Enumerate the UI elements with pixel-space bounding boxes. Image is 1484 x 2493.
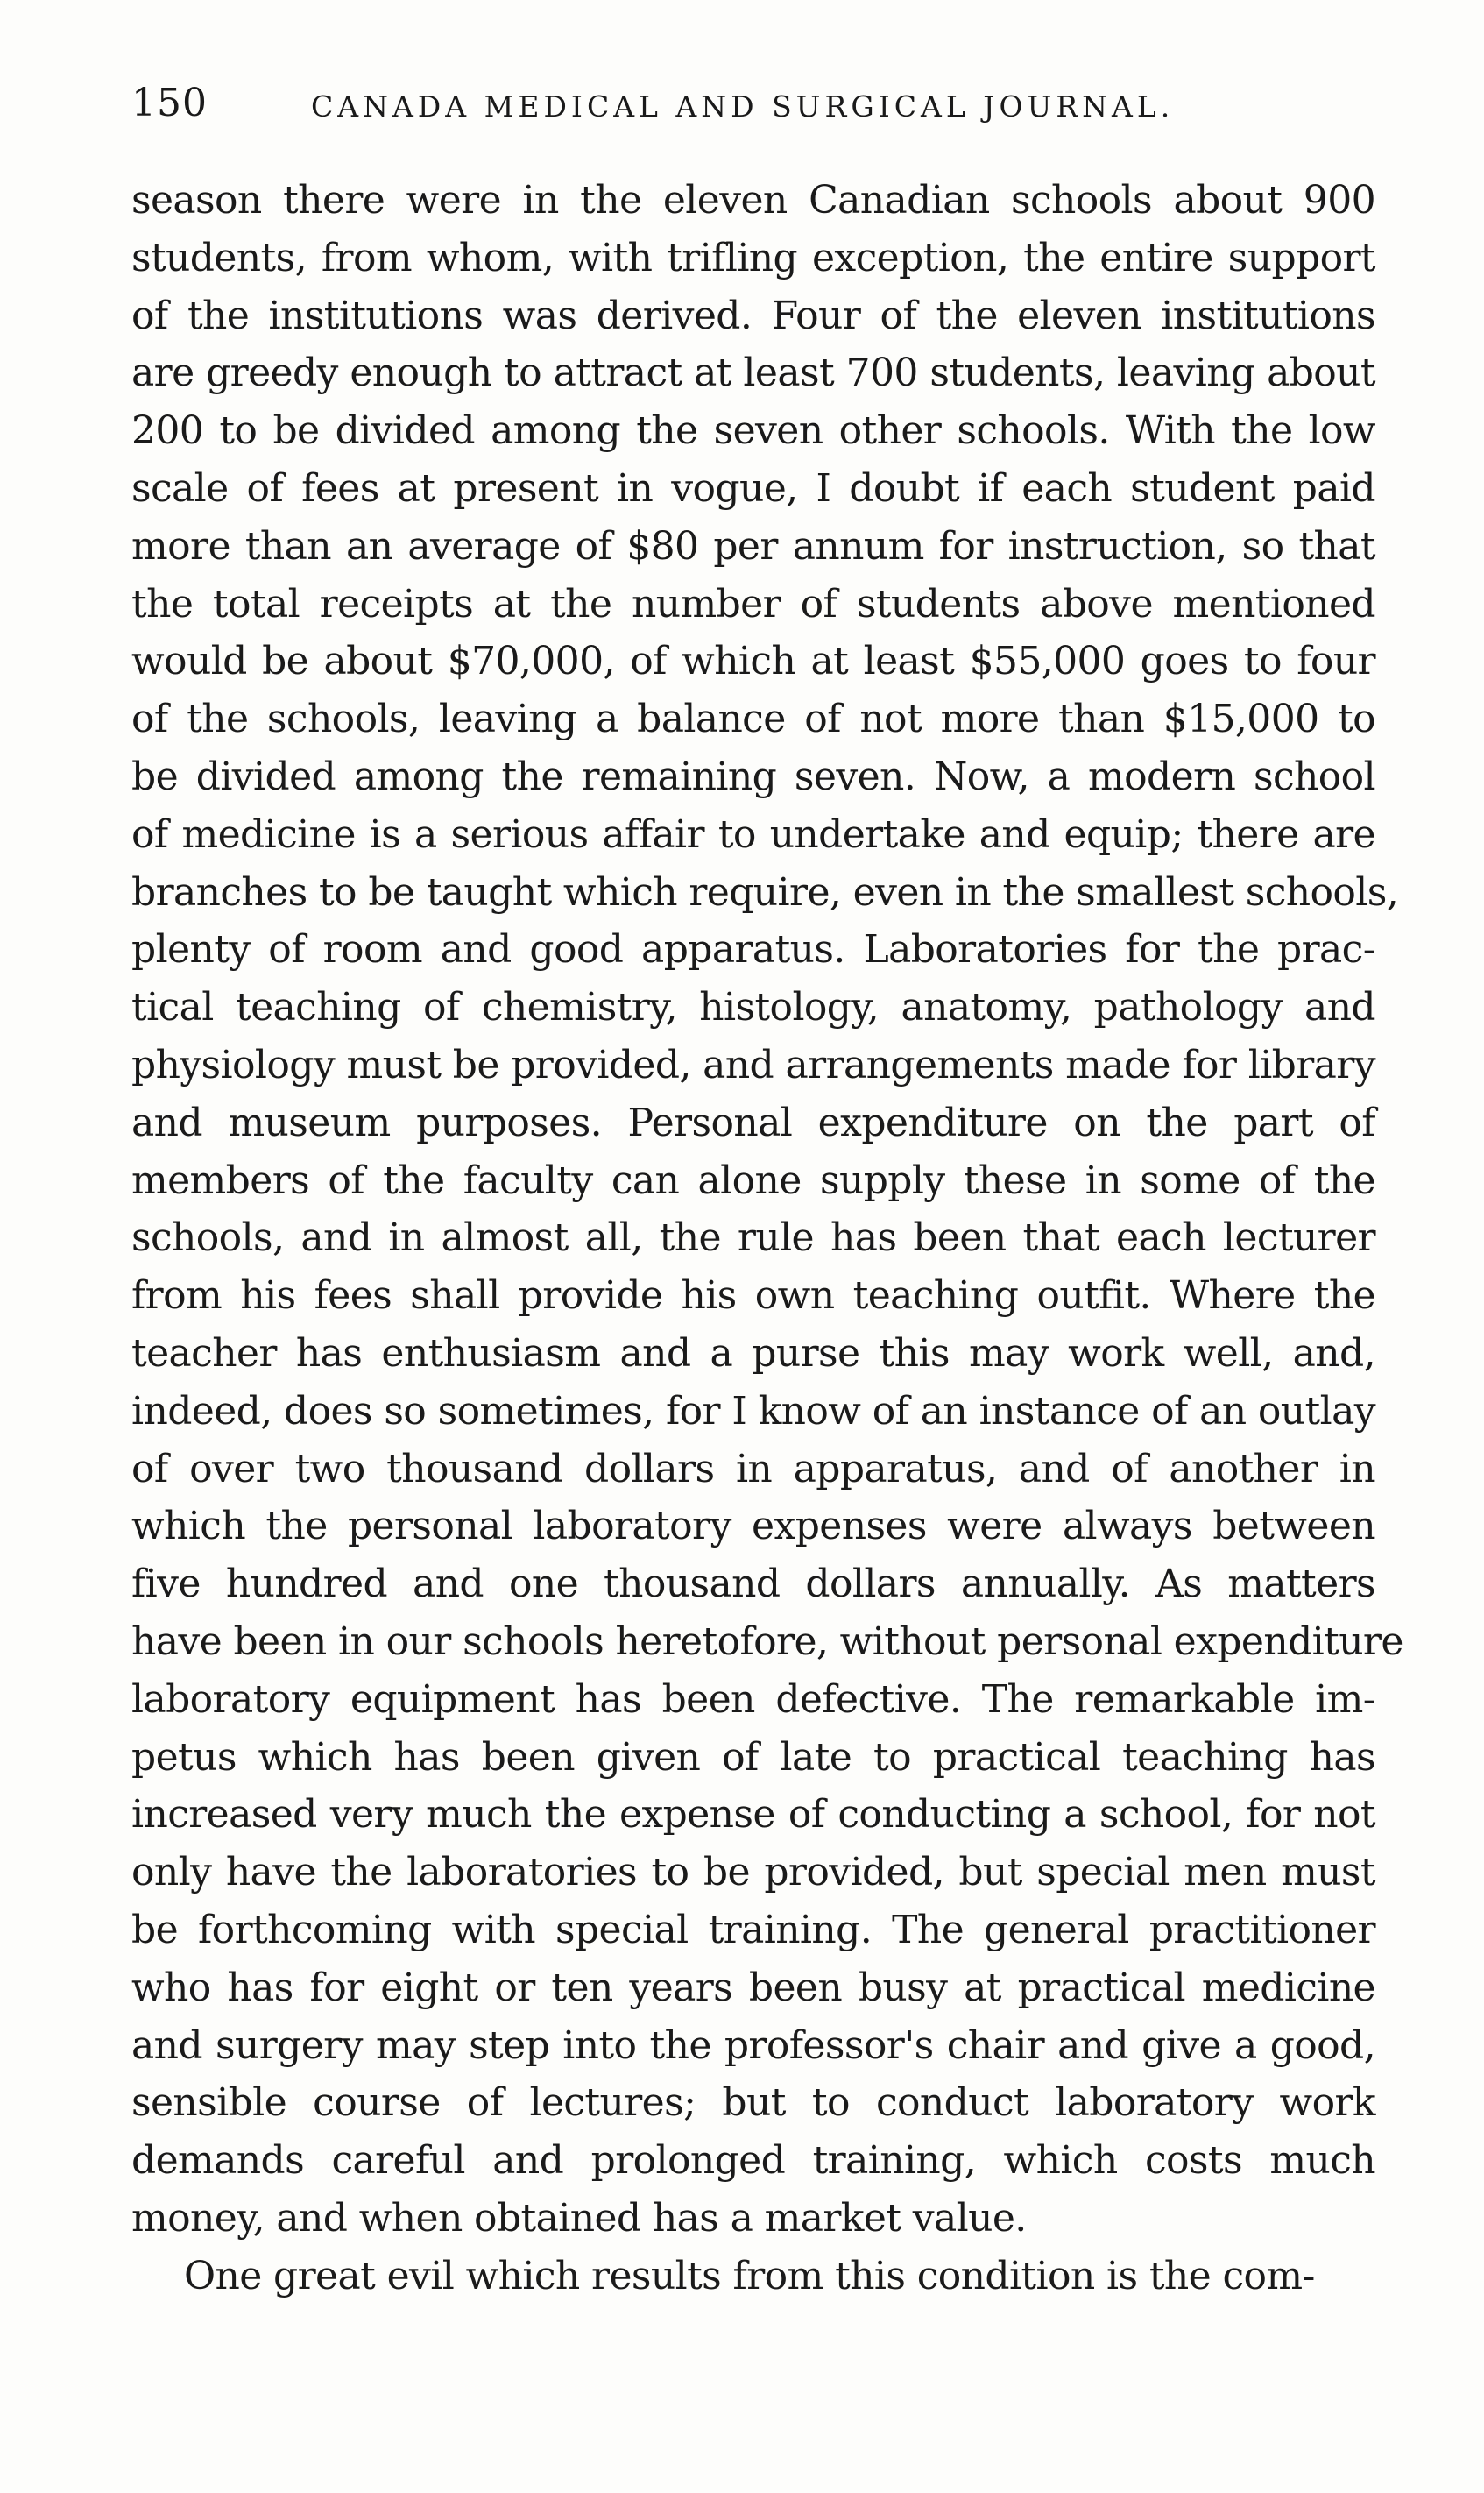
text-line: One great evil which results from this condition is the com- [184,2253,1315,2298]
text-line: schools, and in almost all, the rule has been that each lecturer [131,1215,1375,1261]
text-line: be forthcoming with special training. The general practitioner [131,1907,1375,1952]
text-line: demands careful and prolonged training, which costs much [131,2138,1375,2184]
text-line: have been in our schools heretofore, without personal expenditure [131,1618,1403,1664]
running-head [131,81,1375,133]
body-text [131,172,1403,2305]
text-line: only have the laboratories to be provided, but special men must [131,1850,1375,1895]
text-line: increased very much the expense of conducting a school, for not [131,1792,1375,1838]
text-line: season there were in the eleven Canadian schools about 900 [131,178,1375,223]
text-line: of over two thousand dollars in apparatus, and of another in [131,1446,1375,1491]
text-line: which the personal laboratory expenses were always between [131,1504,1375,1549]
text-line: more than an average of $80 per annum for instruction, so that [131,523,1375,569]
text-line: money, and when obtained has a market value. [131,2195,1027,2241]
text-line: physiology must be provided, and arrangements made for library [131,1042,1375,1087]
text-line: 200 to be divided among the seven other schools. With the low [131,408,1375,454]
text-line: branches to be taught which require, even in the smallest schools, [131,869,1399,915]
text-line: of medicine is a serious affair to undertake and equip; there are [131,811,1375,857]
text-line: members of the faculty can alone supply these in some of the [131,1158,1375,1203]
text-line: students, from whom, with trifling exception, the entire support [131,235,1375,280]
text-line: be divided among the remaining seven. Now, a modern school [131,754,1375,799]
text-line: who has for eight or ten years been busy at practical medicine [131,1965,1375,2010]
text-line: and museum purposes. Personal expenditure on the part of [131,1100,1375,1145]
text-line: sensible course of lectures; but to conduct laboratory work [131,2080,1375,2126]
text-line: scale of fees at present in vogue, I doubt if each student paid [131,465,1375,511]
text-line: of the schools, leaving a balance of not more than $15,000 to [131,697,1375,742]
text-line: plenty of room and good apparatus. Laboratories for the prac- [131,927,1375,973]
page-number: 150 [131,81,208,125]
text-line: tical teaching of chemistry, histology, anatomy, pathology and [131,985,1375,1030]
text-line: would be about $70,000, of which at least $55,000 goes to four [131,639,1375,684]
text-line: and surgery may step into the professor's chair and give a good, [131,2022,1375,2068]
text-line: laboratory equipment has been defective. The remarkable im- [131,1676,1375,1722]
text-line: of the institutions was derived. Four of the eleven institutions [131,293,1375,338]
text-line: teacher has enthusiasm and a purse this may work well, and, [131,1330,1375,1376]
text-line: the total receipts at the number of students above mentioned [131,581,1375,627]
text-line: petus which has been given of late to practical teaching has [131,1734,1375,1780]
journal-title: CANADA MEDICAL AND SURGICAL JOURNAL. [311,89,1175,124]
text-line: indeed, does so sometimes, for I know of an instance of an outlay [131,1388,1375,1434]
text-line: are greedy enough to attract at least 700 students, leaving about [131,351,1375,396]
text-line: from his fees shall provide his own teaching outfit. Where the [131,1273,1375,1319]
text-line: five hundred and one thousand dollars annually. As matters [131,1562,1375,1607]
